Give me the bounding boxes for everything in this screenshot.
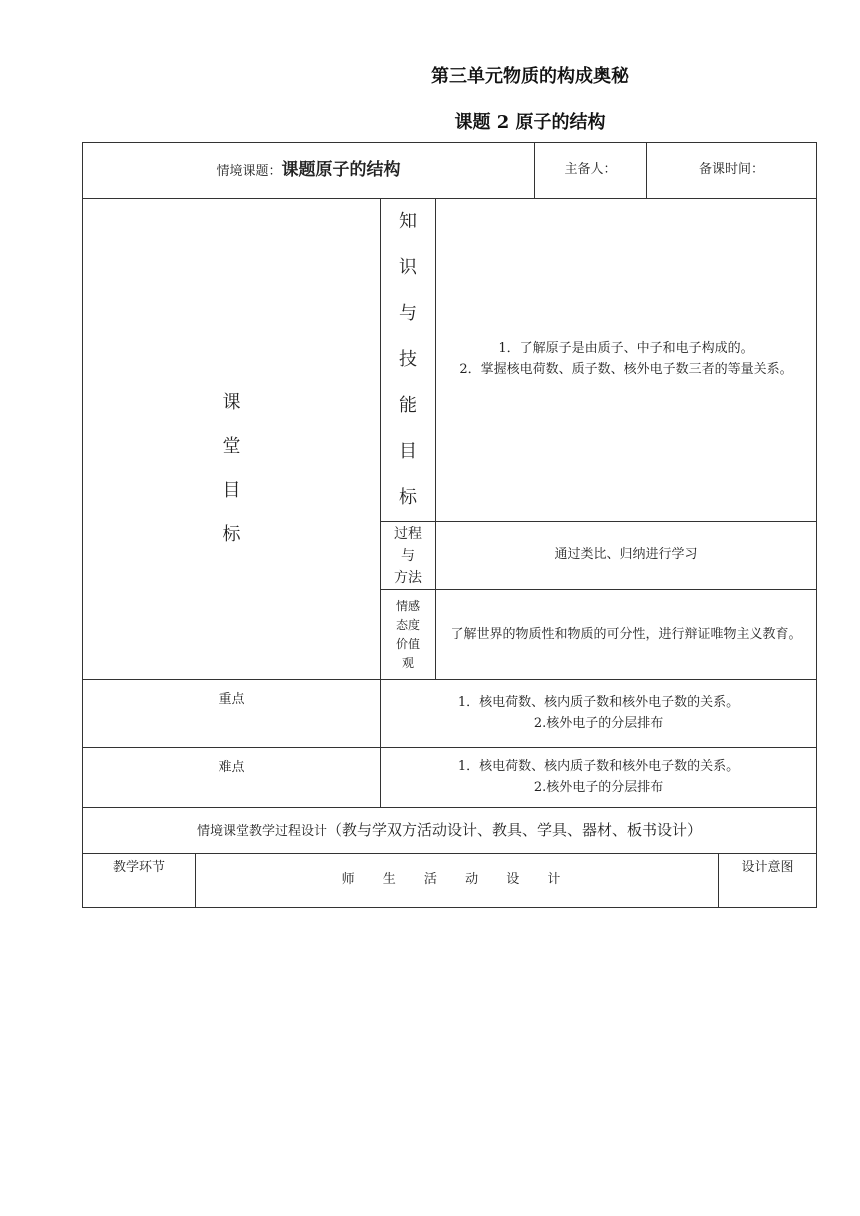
knowledge-label-char: 识: [399, 257, 417, 278]
design-header-row: [83, 854, 817, 908]
process-label-line: 过程: [394, 525, 422, 542]
goals-label-char: 目: [222, 480, 241, 501]
key-points-label: 重点: [83, 680, 381, 748]
knowledge-item: 1．了解原子是由质子、中子和电子构成的。: [498, 341, 754, 357]
document-title: 第三单元物质的构成奥秘: [431, 66, 629, 87]
process-content: [436, 522, 817, 590]
intent-column-header: 设计意图: [719, 854, 817, 908]
key-point-item: 1．核电荷数、核内质子数和核外电子数的关系。: [457, 694, 740, 710]
process-text: 通过类比、归纳进行学习: [554, 547, 698, 563]
activity-column-header: 师 生 活 动 设 计: [196, 854, 719, 908]
process-label-line: 与: [401, 547, 415, 564]
goals-label-char: 标: [222, 524, 241, 545]
difficulties-row: [83, 748, 817, 808]
stage-column-header: 教学环节: [83, 854, 196, 908]
design-title-row: [83, 808, 817, 854]
emotion-text: 了解世界的物质性和物质的可分性，进行辩证唯物主义教育。: [450, 626, 802, 642]
lesson-plan-table: [82, 142, 817, 908]
goals-label-char: 堂: [222, 436, 241, 457]
knowledge-label-char: 技: [399, 349, 417, 370]
preparer-cell: [535, 143, 647, 199]
difficulties-content: [381, 748, 817, 808]
emotion-label-line: 价值: [395, 636, 420, 651]
header-row: [83, 143, 817, 199]
design-title-cell: [83, 808, 817, 854]
emotion-content: [436, 590, 817, 680]
design-title-main: 情境课堂教学过程设计: [197, 824, 328, 840]
emotion-label-line: 观: [401, 655, 414, 670]
document-subtitle: 课题 2 原子的结构: [454, 112, 606, 133]
emotion-label-line: 情感: [395, 598, 420, 613]
knowledge-label-char: 目: [399, 441, 417, 462]
emotion-label-line: 态度: [395, 617, 420, 632]
knowledge-goal-row: [83, 199, 817, 522]
prep-time-cell: [647, 143, 817, 199]
key-points-content: [381, 680, 817, 748]
prep-time-label: 备课时间：: [699, 162, 765, 178]
knowledge-content: [436, 199, 817, 522]
knowledge-label: [381, 199, 436, 522]
difficulties-label: 难点: [83, 748, 381, 808]
knowledge-label-char: 知: [399, 211, 417, 232]
goals-label-char: 课: [222, 392, 241, 413]
knowledge-label-char: 标: [399, 487, 417, 508]
knowledge-label-char: 与: [399, 303, 417, 324]
design-title-note: （教与学双方活动设计、教具、学具、器材、板书设计）: [327, 821, 703, 840]
emotion-label: [381, 590, 436, 680]
topic-cell: [83, 143, 535, 199]
difficulty-item: 2.核外电子的分层排布: [533, 779, 664, 795]
knowledge-item: 2．掌握核电荷数、质子数、核外电子数三者的等量关系。: [459, 362, 793, 377]
key-points-row: [83, 680, 817, 748]
knowledge-label-char: 能: [399, 395, 417, 416]
process-label-line: 方法: [394, 569, 422, 586]
topic-label: 情境课题：: [216, 163, 282, 179]
goals-section-label: [83, 199, 381, 680]
key-point-item: 2.核外电子的分层排布: [533, 715, 664, 731]
difficulty-item: 1．核电荷数、核内质子数和核外电子数的关系。: [457, 758, 740, 774]
preparer-label: 主备人：: [564, 162, 617, 178]
process-label: [381, 522, 436, 590]
topic-value: 课题原子的结构: [281, 159, 401, 180]
